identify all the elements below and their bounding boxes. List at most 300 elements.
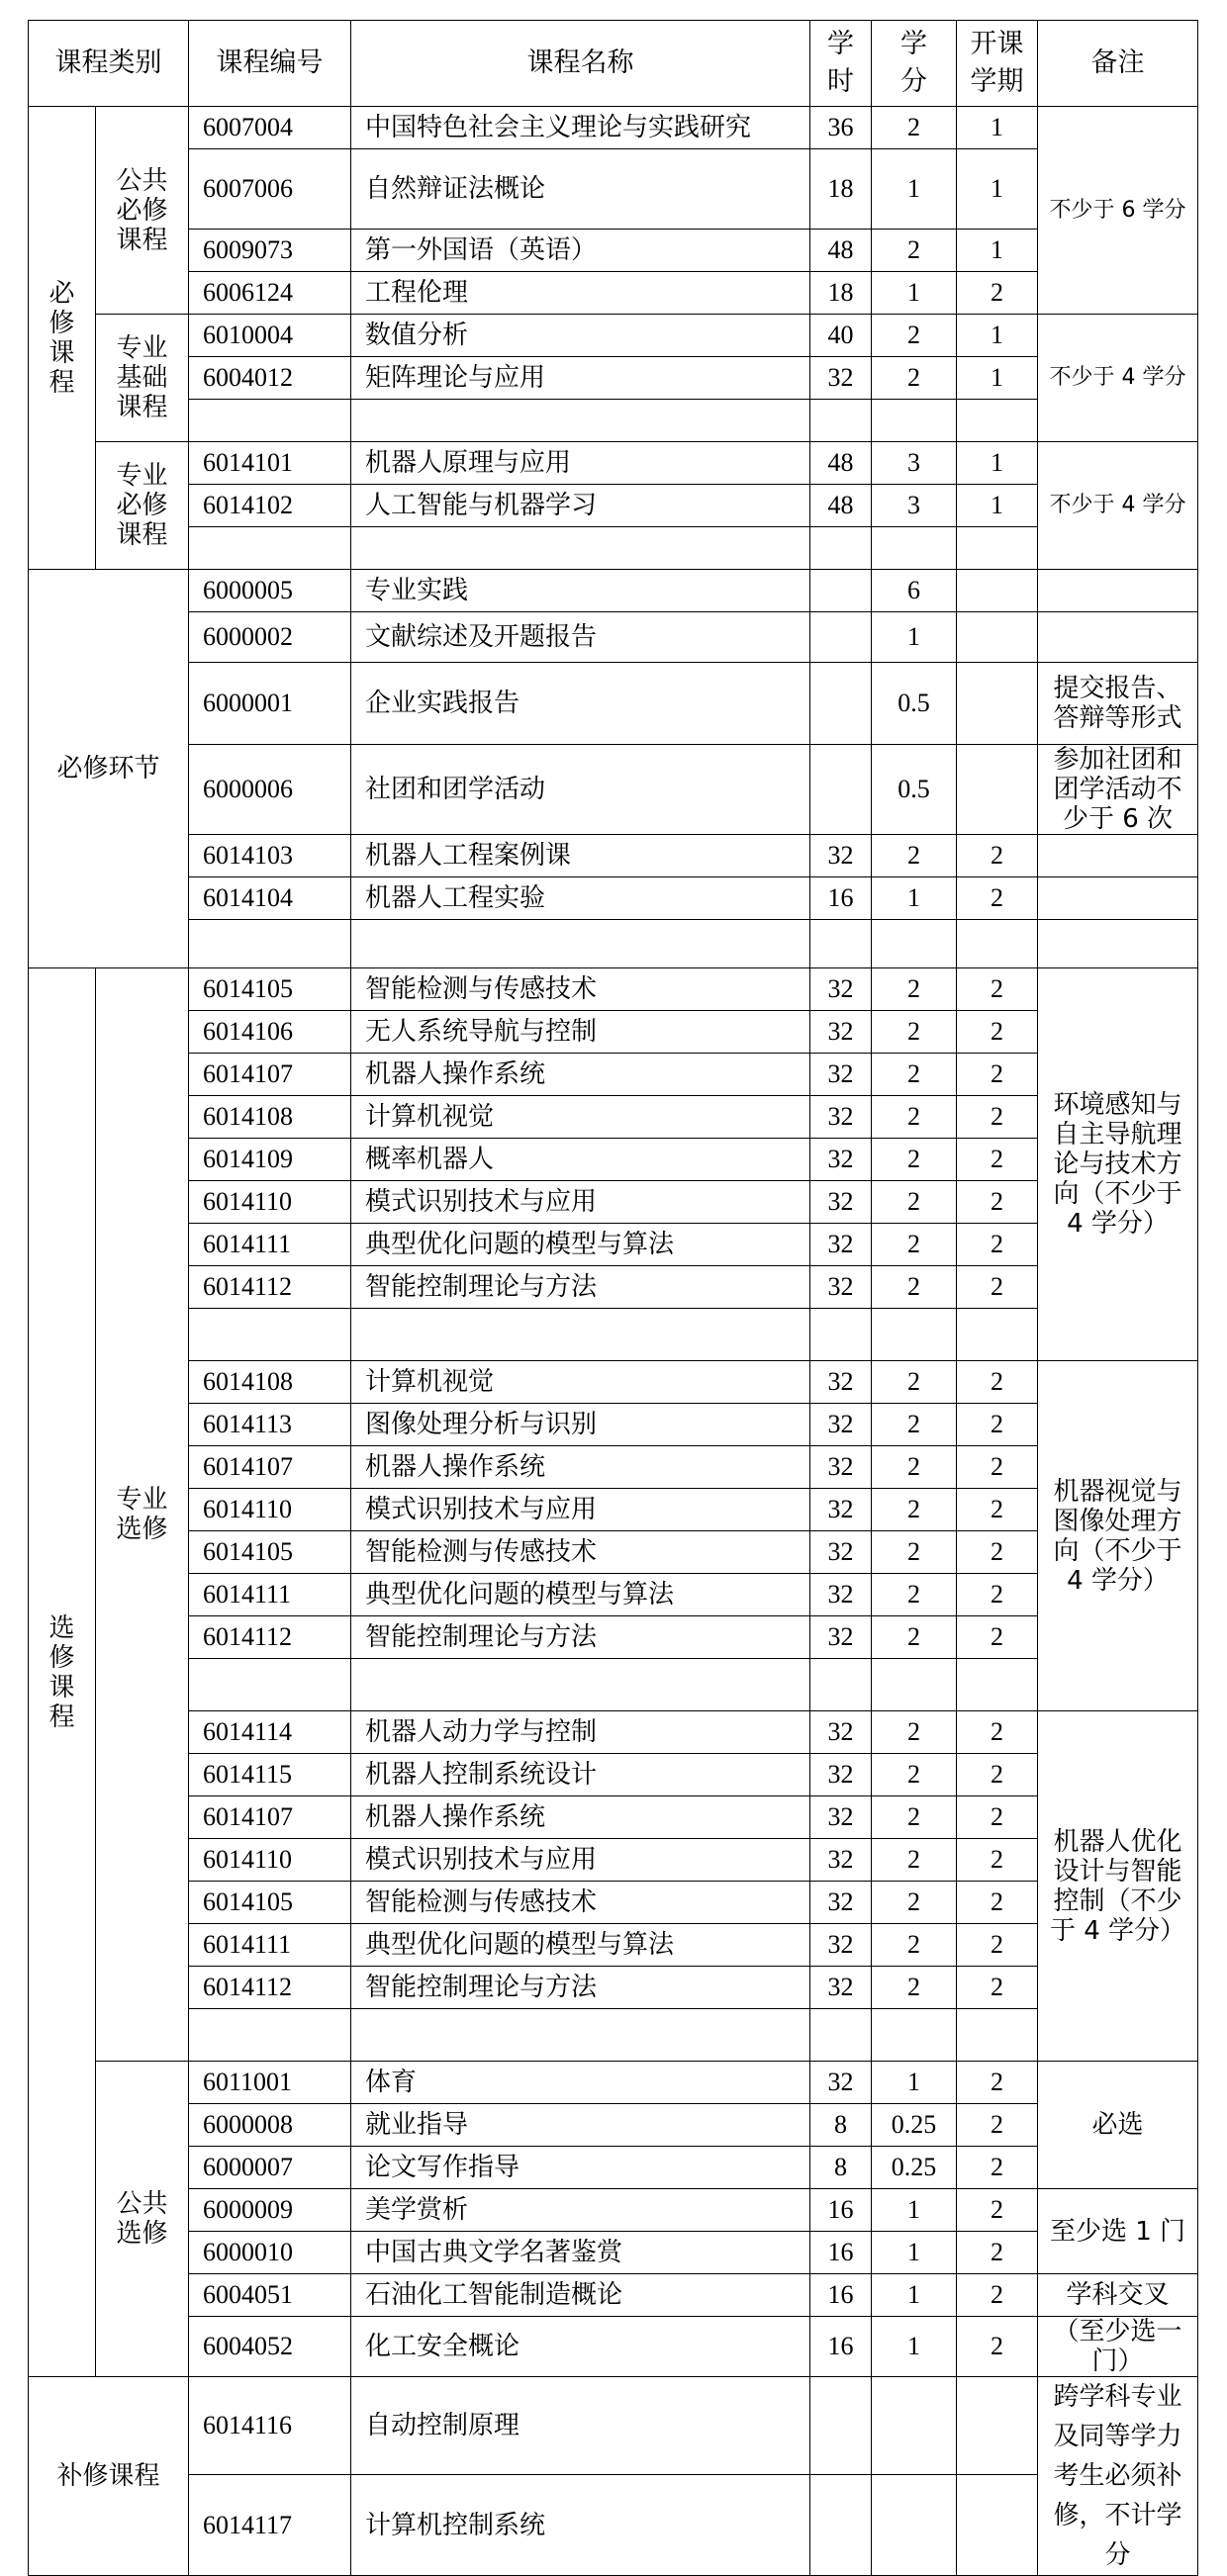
- course-credits: 2: [872, 1616, 957, 1659]
- course-semester: [957, 2009, 1038, 2062]
- table-row: [29, 920, 1198, 968]
- course-semester: 2: [957, 2062, 1038, 2104]
- course-semester: 1: [957, 357, 1038, 400]
- course-credits: [872, 2377, 957, 2475]
- course-code: 6014117: [189, 2475, 351, 2576]
- table-row: [29, 2232, 1198, 2274]
- note-prof-basic: 不少于 4 学分: [1038, 315, 1198, 442]
- course-name: 计算机视觉: [351, 1361, 810, 1404]
- course-code: 6014111: [189, 1574, 351, 1616]
- course-semester: [957, 2475, 1038, 2576]
- course-credits: 2: [872, 1924, 957, 1967]
- course-name: 工程伦理: [351, 272, 810, 315]
- header-note: 备注: [1038, 21, 1198, 107]
- course-semester: 2: [957, 1054, 1038, 1096]
- course-name: [351, 400, 810, 442]
- course-semester: 1: [957, 442, 1038, 485]
- table-row: [29, 1309, 1198, 1361]
- course-hours: 48: [810, 442, 872, 485]
- course-credits: 2: [872, 357, 957, 400]
- note-mandatory: 必选: [1038, 2062, 1198, 2189]
- course-semester: 2: [957, 968, 1038, 1011]
- course-code: 6014113: [189, 1404, 351, 1446]
- note-empty: [1038, 570, 1198, 612]
- course-hours: [810, 570, 872, 612]
- course-name: 机器人工程案例课: [351, 835, 810, 877]
- course-semester: [957, 570, 1038, 612]
- category-required-courses: 必 修 课 程: [29, 107, 96, 570]
- course-semester: [957, 527, 1038, 570]
- course-code: 6014107: [189, 1054, 351, 1096]
- course-credits: 2: [872, 1796, 957, 1839]
- table-row: [29, 1011, 1198, 1054]
- course-code: 6014111: [189, 1224, 351, 1266]
- course-hours: 32: [810, 1796, 872, 1839]
- course-credits: 2: [872, 1139, 957, 1181]
- table-row: [29, 1139, 1198, 1181]
- course-semester: 2: [957, 1711, 1038, 1754]
- header-row: [29, 21, 1198, 107]
- table-row: [29, 1796, 1198, 1839]
- course-semester: 2: [957, 1446, 1038, 1489]
- course-semester: 2: [957, 1139, 1038, 1181]
- course-credits: 2: [872, 835, 957, 877]
- course-hours: 32: [810, 1266, 872, 1309]
- course-credits: 1: [872, 272, 957, 315]
- course-hours: 32: [810, 2062, 872, 2104]
- course-code: 6000001: [189, 663, 351, 745]
- course-semester: 2: [957, 1882, 1038, 1924]
- table-row: [29, 230, 1198, 272]
- table-row: [29, 1882, 1198, 1924]
- course-hours: 32: [810, 1711, 872, 1754]
- header-name: 课程名称: [351, 21, 810, 107]
- course-code: 6014114: [189, 1711, 351, 1754]
- course-code: 6014103: [189, 835, 351, 877]
- course-name: 机器人控制系统设计: [351, 1754, 810, 1796]
- course-hours: 48: [810, 230, 872, 272]
- table-row: [29, 1224, 1198, 1266]
- course-credits: 2: [872, 1711, 957, 1754]
- course-credits: 2: [872, 1754, 957, 1796]
- course-code: 6014107: [189, 1446, 351, 1489]
- table-row: [29, 877, 1198, 920]
- course-credits: 1: [872, 877, 957, 920]
- course-hours: 32: [810, 1754, 872, 1796]
- table-row: [29, 1054, 1198, 1096]
- course-code: 6014108: [189, 1361, 351, 1404]
- course-code: 6014105: [189, 1531, 351, 1574]
- category-elective-courses: 选 修 课 程: [29, 968, 96, 2377]
- course-name: 机器人动力学与控制: [351, 1711, 810, 1754]
- course-name: 中国特色社会主义理论与实践研究: [351, 107, 810, 149]
- course-hours: 32: [810, 1924, 872, 1967]
- note-public-required: 不少于 6 学分: [1038, 107, 1198, 315]
- course-name: 典型优化问题的模型与算法: [351, 1574, 810, 1616]
- course-credits: 0.25: [872, 2104, 957, 2147]
- course-credits: 1: [872, 2062, 957, 2104]
- table-row: [29, 2062, 1198, 2104]
- course-code: [189, 2009, 351, 2062]
- course-name: 智能控制理论与方法: [351, 1616, 810, 1659]
- table-row: [29, 1531, 1198, 1574]
- table-row: [29, 745, 1198, 835]
- course-hours: 32: [810, 1882, 872, 1924]
- course-hours: 32: [810, 1531, 872, 1574]
- table-row: [29, 2377, 1198, 2475]
- course-name: 概率机器人: [351, 1139, 810, 1181]
- note-empty: [1038, 920, 1198, 968]
- category-required-links: 必修环节: [29, 570, 189, 968]
- course-code: 6014109: [189, 1139, 351, 1181]
- course-hours: 32: [810, 1616, 872, 1659]
- course-name: 中国古典文学名著鉴赏: [351, 2232, 810, 2274]
- table-row: [29, 2189, 1198, 2232]
- course-name: [351, 2009, 810, 2062]
- table-row: [29, 663, 1198, 745]
- course-semester: 2: [957, 1224, 1038, 1266]
- course-semester: [957, 663, 1038, 745]
- table-row: [29, 1659, 1198, 1711]
- course-name: 文献综述及开题报告: [351, 612, 810, 663]
- course-credits: 2: [872, 230, 957, 272]
- course-semester: 2: [957, 1796, 1038, 1839]
- table-row: [29, 1839, 1198, 1882]
- course-semester: 2: [957, 1616, 1038, 1659]
- course-code: 6014110: [189, 1839, 351, 1882]
- course-code: 6000005: [189, 570, 351, 612]
- course-hours: [810, 2377, 872, 2475]
- course-name: [351, 1659, 810, 1711]
- course-credits: 2: [872, 1531, 957, 1574]
- course-name: 典型优化问题的模型与算法: [351, 1924, 810, 1967]
- course-semester: 2: [957, 835, 1038, 877]
- course-semester: [957, 2377, 1038, 2475]
- course-semester: 2: [957, 2189, 1038, 2232]
- course-semester: 2: [957, 2274, 1038, 2317]
- course-code: 6014102: [189, 485, 351, 527]
- header-code: 课程编号: [189, 21, 351, 107]
- course-credits: [872, 2009, 957, 2062]
- course-name: 图像处理分析与识别: [351, 1404, 810, 1446]
- course-code: 6014107: [189, 1796, 351, 1839]
- course-code: 6000008: [189, 2104, 351, 2147]
- table-row: [29, 1616, 1198, 1659]
- category-public-required: 公共 必修 课程: [96, 107, 189, 315]
- category-prof-required: 专业 必修 课程: [96, 442, 189, 570]
- course-credits: [872, 527, 957, 570]
- course-code: 6010004: [189, 315, 351, 357]
- course-credits: 2: [872, 1404, 957, 1446]
- course-name: 矩阵理论与应用: [351, 357, 810, 400]
- table-row: [29, 1924, 1198, 1967]
- course-credits: 2: [872, 1096, 957, 1139]
- course-credits: 2: [872, 1224, 957, 1266]
- note-direction-vision: 机器视觉与图像处理方向（不少于 4 学分）: [1038, 1361, 1198, 1711]
- table-row: [29, 315, 1198, 357]
- course-semester: 2: [957, 1574, 1038, 1616]
- note-select-at-least-one: （至少选一门）: [1038, 2317, 1198, 2377]
- table-row: [29, 612, 1198, 663]
- course-name: 自然辩证法概论: [351, 149, 810, 230]
- course-code: 6014104: [189, 877, 351, 920]
- header-semester: 开课 学期: [957, 21, 1038, 107]
- course-semester: 2: [957, 1839, 1038, 1882]
- header-category: 课程类别: [29, 21, 189, 107]
- course-hours: [810, 920, 872, 968]
- course-hours: 40: [810, 315, 872, 357]
- course-name: 自动控制原理: [351, 2377, 810, 2475]
- course-code: 6014112: [189, 1266, 351, 1309]
- course-credits: 2: [872, 1839, 957, 1882]
- course-hours: 8: [810, 2147, 872, 2189]
- course-hours: 18: [810, 149, 872, 230]
- course-code: 6014111: [189, 1924, 351, 1967]
- table-row: [29, 1574, 1198, 1616]
- course-semester: 2: [957, 1489, 1038, 1531]
- course-semester: 1: [957, 230, 1038, 272]
- category-public-elective: 公共 选修: [96, 2062, 189, 2377]
- table-row: [29, 2147, 1198, 2189]
- note-empty: [1038, 612, 1198, 663]
- course-code: 6014112: [189, 1616, 351, 1659]
- note-prof-required: 不少于 4 学分: [1038, 442, 1198, 570]
- course-semester: 2: [957, 1266, 1038, 1309]
- course-semester: 2: [957, 1754, 1038, 1796]
- course-name: [351, 920, 810, 968]
- course-credits: 3: [872, 442, 957, 485]
- course-credits: 2: [872, 1054, 957, 1096]
- course-semester: 2: [957, 272, 1038, 315]
- course-code: 6011001: [189, 2062, 351, 2104]
- course-hours: 16: [810, 2189, 872, 2232]
- course-code: 6014106: [189, 1011, 351, 1054]
- course-name: 机器人原理与应用: [351, 442, 810, 485]
- course-hours: 32: [810, 1224, 872, 1266]
- table-row: [29, 1754, 1198, 1796]
- course-credits: 2: [872, 1882, 957, 1924]
- course-credits: [872, 1309, 957, 1361]
- note-report: 提交报告、答辩等形式: [1038, 663, 1198, 745]
- course-credits: 2: [872, 1489, 957, 1531]
- course-name: 智能控制理论与方法: [351, 1967, 810, 2009]
- course-credits: 2: [872, 1574, 957, 1616]
- course-semester: 1: [957, 107, 1038, 149]
- course-hours: [810, 2475, 872, 2576]
- course-semester: [957, 1309, 1038, 1361]
- course-code: [189, 527, 351, 570]
- course-credits: [872, 400, 957, 442]
- course-code: 6000006: [189, 745, 351, 835]
- course-credits: 2: [872, 1181, 957, 1224]
- course-name: 机器人工程实验: [351, 877, 810, 920]
- course-hours: 16: [810, 877, 872, 920]
- course-credits: [872, 1659, 957, 1711]
- table-row: [29, 1181, 1198, 1224]
- course-hours: 8: [810, 2104, 872, 2147]
- course-hours: 16: [810, 2317, 872, 2377]
- course-name: 模式识别技术与应用: [351, 1181, 810, 1224]
- table-row: [29, 485, 1198, 527]
- course-code: 6014112: [189, 1967, 351, 2009]
- course-credits: 2: [872, 1266, 957, 1309]
- table-row: [29, 1096, 1198, 1139]
- table-row: [29, 400, 1198, 442]
- course-hours: 32: [810, 835, 872, 877]
- course-hours: 32: [810, 1967, 872, 2009]
- course-semester: [957, 920, 1038, 968]
- course-hours: 32: [810, 1574, 872, 1616]
- course-hours: 32: [810, 1489, 872, 1531]
- course-credits: 0.25: [872, 2147, 957, 2189]
- table-row: [29, 1361, 1198, 1404]
- course-name: 智能检测与传感技术: [351, 1531, 810, 1574]
- table-row: [29, 1489, 1198, 1531]
- course-semester: 1: [957, 149, 1038, 230]
- course-name: 企业实践报告: [351, 663, 810, 745]
- course-hours: [810, 1309, 872, 1361]
- course-code: [189, 1309, 351, 1361]
- curriculum-table: [28, 20, 1198, 2576]
- course-hours: [810, 1659, 872, 1711]
- table-row: [29, 835, 1198, 877]
- course-semester: [957, 745, 1038, 835]
- course-credits: 1: [872, 149, 957, 230]
- course-name: 第一外国语（英语）: [351, 230, 810, 272]
- course-semester: 2: [957, 2317, 1038, 2377]
- course-semester: 2: [957, 1924, 1038, 1967]
- course-hours: 32: [810, 1839, 872, 1882]
- course-credits: 2: [872, 968, 957, 1011]
- course-code: 6000007: [189, 2147, 351, 2189]
- table-row: [29, 1711, 1198, 1754]
- course-semester: 2: [957, 1404, 1038, 1446]
- table-row: [29, 442, 1198, 485]
- course-hours: [810, 745, 872, 835]
- course-semester: 2: [957, 2147, 1038, 2189]
- course-code: [189, 400, 351, 442]
- course-code: 6007004: [189, 107, 351, 149]
- course-hours: [810, 527, 872, 570]
- course-credits: 1: [872, 2232, 957, 2274]
- course-credits: 6: [872, 570, 957, 612]
- course-name: 数值分析: [351, 315, 810, 357]
- table-row: [29, 2475, 1198, 2576]
- course-code: 6000010: [189, 2232, 351, 2274]
- course-semester: 2: [957, 1361, 1038, 1404]
- course-code: 6004012: [189, 357, 351, 400]
- course-hours: 32: [810, 1011, 872, 1054]
- note-select-one: 至少选 1 门: [1038, 2189, 1198, 2274]
- table-row: [29, 107, 1198, 149]
- course-hours: 32: [810, 1054, 872, 1096]
- course-name: 计算机控制系统: [351, 2475, 810, 2576]
- note-interdisciplinary: 学科交叉: [1038, 2274, 1198, 2317]
- course-semester: 2: [957, 877, 1038, 920]
- course-name: 智能检测与传感技术: [351, 1882, 810, 1924]
- course-code: 6007006: [189, 149, 351, 230]
- note-empty: [1038, 877, 1198, 920]
- course-code: 6006124: [189, 272, 351, 315]
- course-name: 智能控制理论与方法: [351, 1266, 810, 1309]
- course-credits: 1: [872, 2317, 957, 2377]
- header-hours: 学 时: [810, 21, 872, 107]
- course-hours: 32: [810, 357, 872, 400]
- course-credits: 1: [872, 2189, 957, 2232]
- course-credits: 2: [872, 315, 957, 357]
- course-name: 模式识别技术与应用: [351, 1839, 810, 1882]
- course-code: 6014108: [189, 1096, 351, 1139]
- table-row: [29, 2104, 1198, 2147]
- course-hours: 32: [810, 968, 872, 1011]
- table-row: [29, 968, 1198, 1011]
- course-credits: [872, 920, 957, 968]
- course-hours: [810, 663, 872, 745]
- note-remedial: 跨学科专业及同等学力考生必须补修，不计学分: [1038, 2377, 1198, 2576]
- course-credits: 2: [872, 1011, 957, 1054]
- course-semester: [957, 612, 1038, 663]
- table-row: [29, 1967, 1198, 2009]
- course-name: [351, 1309, 810, 1361]
- table-row: [29, 357, 1198, 400]
- course-code: 6000009: [189, 2189, 351, 2232]
- course-semester: 2: [957, 1967, 1038, 2009]
- table-row: [29, 272, 1198, 315]
- table-row: [29, 149, 1198, 230]
- course-hours: 32: [810, 1446, 872, 1489]
- note-direction-optimization: 机器人优化设计与智能控制（不少于 4 学分）: [1038, 1711, 1198, 2062]
- note-clubs: 参加社团和团学活动不少于 6 次: [1038, 745, 1198, 835]
- course-credits: [872, 2475, 957, 2576]
- course-name: 专业实践: [351, 570, 810, 612]
- note-direction-navigation: 环境感知与自主导航理论与技术方向（不少于 4 学分）: [1038, 968, 1198, 1361]
- course-name: 体育: [351, 2062, 810, 2104]
- course-name: 计算机视觉: [351, 1096, 810, 1139]
- course-name: 机器人操作系统: [351, 1054, 810, 1096]
- table-row: [29, 2274, 1198, 2317]
- course-name: 化工安全概论: [351, 2317, 810, 2377]
- course-name: 论文写作指导: [351, 2147, 810, 2189]
- course-semester: 1: [957, 485, 1038, 527]
- course-hours: 36: [810, 107, 872, 149]
- course-code: 6014105: [189, 1882, 351, 1924]
- note-empty: [1038, 835, 1198, 877]
- course-name: 人工智能与机器学习: [351, 485, 810, 527]
- course-hours: [810, 2009, 872, 2062]
- course-hours: 16: [810, 2274, 872, 2317]
- course-code: 6004051: [189, 2274, 351, 2317]
- category-prof-elective: 专业 选修: [96, 968, 189, 2062]
- table-row: [29, 2009, 1198, 2062]
- course-credits: 1: [872, 2274, 957, 2317]
- course-code: 6014101: [189, 442, 351, 485]
- course-hours: 32: [810, 1404, 872, 1446]
- course-code: 6014115: [189, 1754, 351, 1796]
- course-credits: 2: [872, 1361, 957, 1404]
- course-credits: 3: [872, 485, 957, 527]
- course-code: 6014110: [189, 1489, 351, 1531]
- course-hours: [810, 612, 872, 663]
- course-hours: 32: [810, 1096, 872, 1139]
- course-credits: 2: [872, 1967, 957, 2009]
- course-name: 智能检测与传感技术: [351, 968, 810, 1011]
- course-name: 无人系统导航与控制: [351, 1011, 810, 1054]
- course-semester: 1: [957, 315, 1038, 357]
- course-code: 6000002: [189, 612, 351, 663]
- course-semester: [957, 1659, 1038, 1711]
- course-hours: 16: [810, 2232, 872, 2274]
- header-credits: 学 分: [872, 21, 957, 107]
